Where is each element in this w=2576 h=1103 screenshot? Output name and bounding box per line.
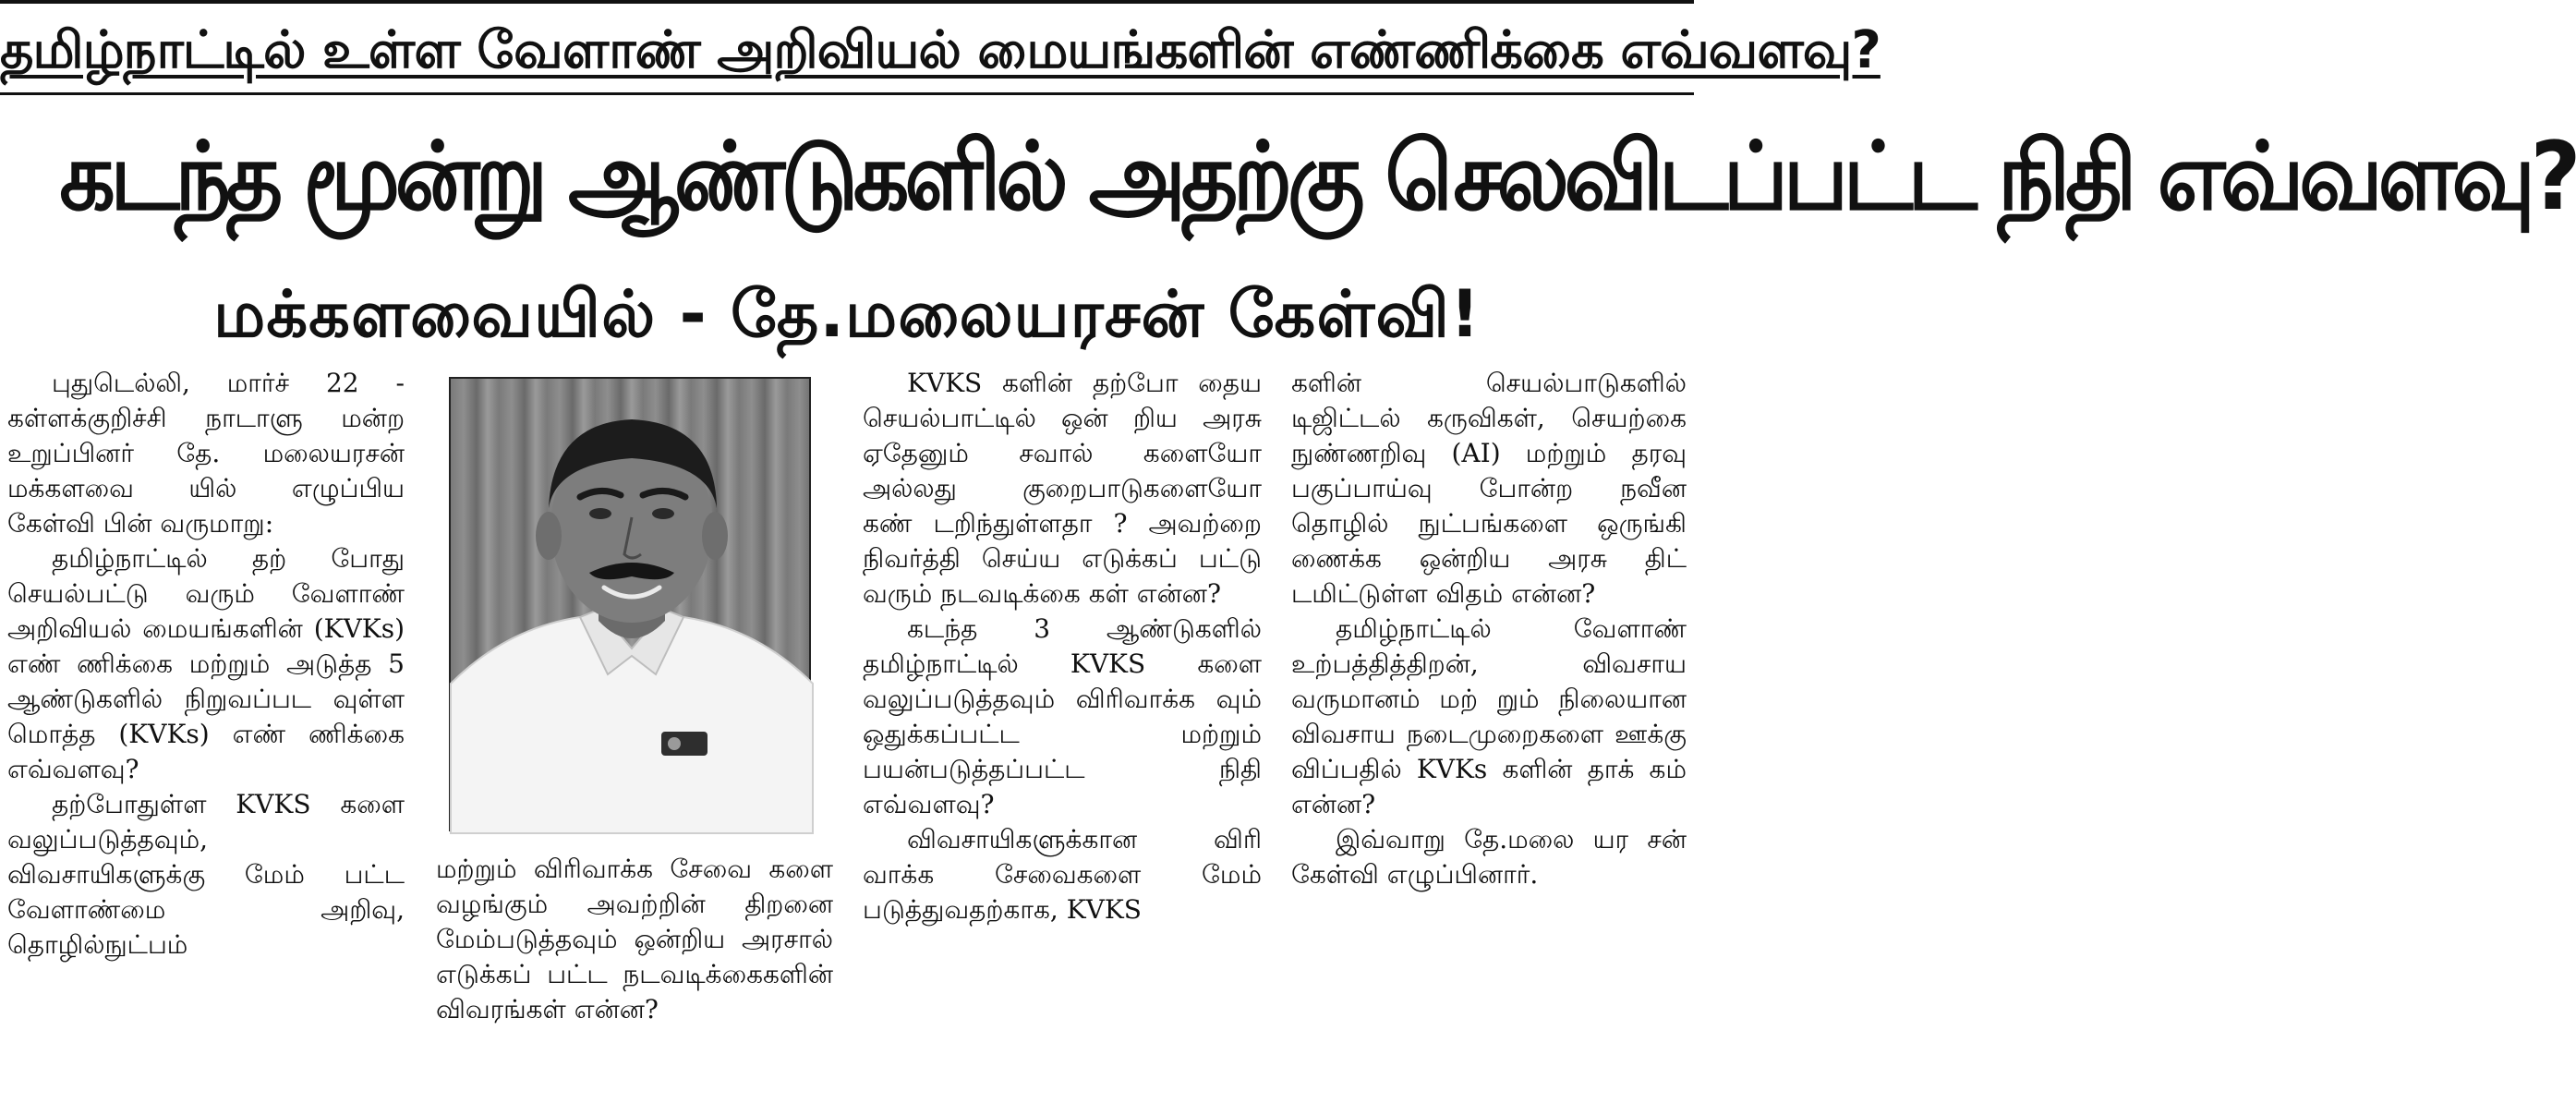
paragraph: கடந்த 3 ஆண்டுகளில் தமிழ்நாட்டில் KVKS களை வலுப்படுத்தவும் விரிவாக்க வும் ஒதுக்கப்பட்ட மற்றும் பயன்படுத்தப்பட்ட நிதி எவ்வளவு? [863, 613, 1262, 819]
paragraph: களின் செயல்பாடுகளில் டிஜிட்டல் கருவிகள், செயற்கை நுண்ணறிவு (AI) மற்றும் தரவு பகுப்பாய்வு போன்ற நவீன தொழில் நுட்பங்களை ஒருங்கி ணைக்க ஒன்றிய அரசு திட் டமிட்டுள்ள விதம் என்ன? [1291, 368, 1687, 609]
portrait-illustration [451, 379, 813, 833]
article-column-1 [7, 366, 405, 963]
article-column-3 [863, 366, 1262, 927]
dateline-paragraph: புதுடெல்லி, மார்ச் 22 - கள்ளக்குறிச்சி நாடாளு மன்ற உறுப்பினர் தே. மலையரசன் மக்களவை யில் எழுப்பிய கேள்வி பின் வருமாறு: [7, 368, 405, 539]
kicker-rule [0, 92, 1694, 95]
paragraph: தற்போதுள்ள KVKS களை வலுப்படுத்தவும், விவசாயிகளுக்கு மேம் பட்ட வேளாண்மை அறிவு, தொழில்நுட்பம் [7, 789, 405, 960]
paragraph: தமிழ்நாட்டில் தற் போது செயல்பட்டு வரும் வேளாண் அறிவியல் மையங்களின் (KVKs) எண் ணிக்கை மற்றும் அடுத்த 5 ஆண்டுகளில் நிறுவப்பட வுள்ள மொத்த (KVKs) எண் ணிக்கை எவ்வளவு? [7, 543, 405, 784]
paragraph: விவசாயிகளுக்கான விரி வாக்க சேவைகளை மேம் படுத்துவதற்காக, KVKS [863, 824, 1262, 925]
article-column-4 [1291, 366, 1687, 892]
sub-headline: மக்களவையில் - தே.மலையரசன் கேள்வி! [213, 276, 1481, 352]
paragraph: KVKS களின் தற்போ தைய செயல்பாட்டில் ஒன் றிய அரசு ஏதேனும் சவால் களையோ அல்லது குறைபாடுகளையோ கண் டறிந்துள்ளதா ? அவற்றை நிவர்த்தி செய்ய எடுக்கப் பட்டு வரும் நடவடிக்கை கள் என்ன? [863, 368, 1262, 609]
portrait-photo [449, 377, 811, 831]
top-border-rule [0, 0, 1694, 4]
closing-paragraph: இவ்வாறு தே.மலை யர சன் கேள்வி எழுப்பினார். [1291, 824, 1687, 890]
paragraph: தமிழ்நாட்டில் வேளாண் உற்பத்தித்திறன், விவசாய வருமானம் மற் றும் நிலையான விவசாய நடைமுறைகளை ஊக்கு விப்பதில் KVKs களின் தாக் கம் என்ன? [1291, 613, 1687, 819]
paragraph: மற்றும் விரிவாக்க சேவை களை வழங்கும் அவற்றின் திறனை மேம்படுத்தவும் ஒன்றிய அரசால் எடுக்கப் பட்ட நடவடிக்கைகளின் விவரங்கள் என்ன? [436, 854, 833, 1024]
kicker-headline: தமிழ்நாட்டில் உள்ள வேளாண் அறிவியல் மையங்களின் எண்ணிக்கை எவ்வளவு? [0, 20, 1881, 80]
article-column-2 [436, 852, 833, 1027]
main-headline: கடந்த மூன்று ஆண்டுகளில் அதற்கு செலவிடப்பட்ட நிதி எவ்வளவு? [59, 122, 2576, 232]
